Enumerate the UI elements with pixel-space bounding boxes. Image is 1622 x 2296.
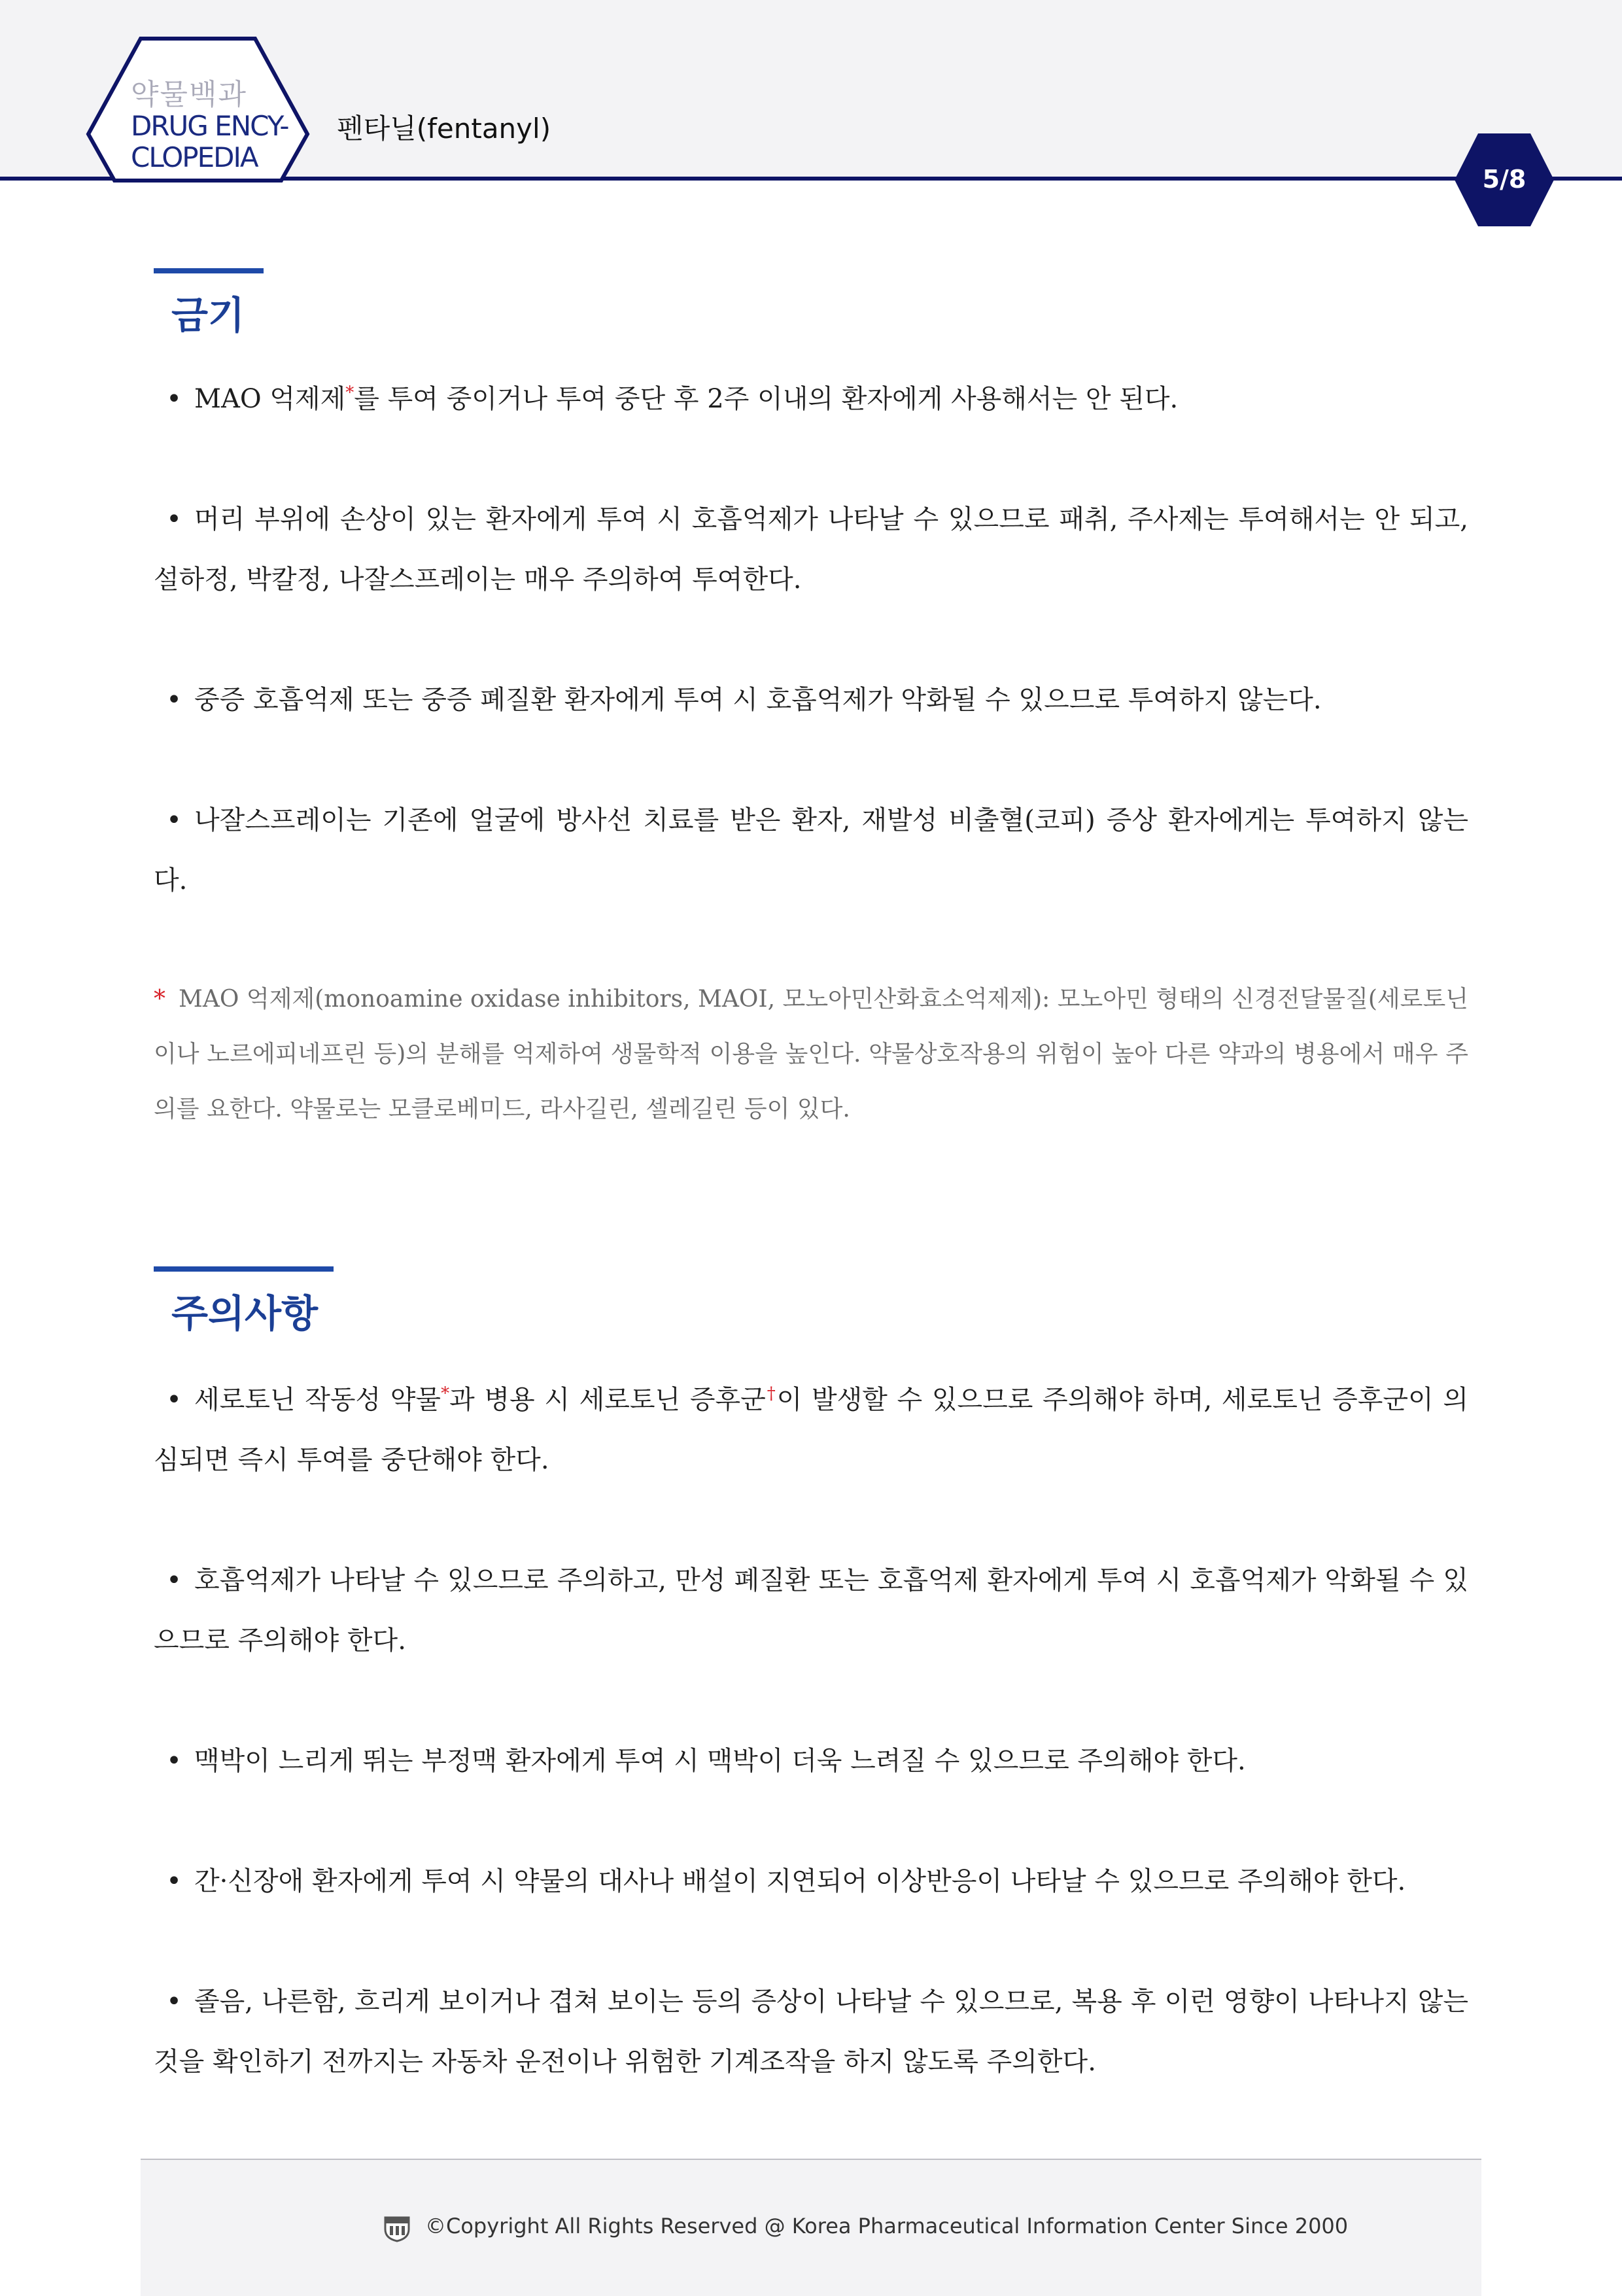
list-item-text: 를 투여 중이거나 투여 중단 후 2주 이내의 환자에게 사용해서는 안 된다.	[354, 384, 1179, 414]
list-item-text: 호흡억제가 나타날 수 있으므로 주의하고, 만성 폐질환 또는 호흡억제 환자에게 투여 시 호흡억제가 악화될 수 있으므로 주의해야 한다.	[154, 1565, 1468, 1656]
bullet-icon: •	[166, 1385, 182, 1415]
list-item-text: 나잘스프레이는 기존에 얼굴에 방사선 치료를 받은 환자, 재발성 비출혈(코피) 증상 환자에게는 투여하지 않는다.	[154, 805, 1468, 896]
section-accent-bar	[154, 1266, 334, 1272]
footnote	[154, 972, 1468, 1137]
list-item-text: 맥박이 느리게 뛰는 부정맥 환자에게 투여 시 맥박이 더욱 느려질 수 있으므로 주의해야 한다.	[194, 1746, 1246, 1776]
footnote-marker: †	[765, 1383, 777, 1404]
list-item	[154, 1972, 1468, 2092]
bullet-icon: •	[166, 1987, 182, 2017]
bullet-icon: •	[166, 1565, 182, 1595]
bullet-icon: •	[166, 805, 182, 835]
list-item	[154, 369, 1468, 429]
bullet-icon: •	[166, 685, 182, 715]
footnote-marker: *	[345, 383, 354, 403]
list-item-text: 이 발생할 수 있으므로 주의해야 하며, 세로토닌 증후군이 의심되면 즉시 투여를 중단해야 한다.	[154, 1385, 1468, 1475]
list-item-text: MAO 억제제	[194, 384, 346, 414]
section-title-precautions: 주의사항	[171, 1291, 319, 1336]
list-item	[154, 670, 1468, 730]
section-accent-bar	[154, 268, 264, 273]
list-item	[154, 1731, 1468, 1791]
logo-english-line2: CLOPEDIA	[131, 141, 258, 173]
footnote-marker: *	[154, 986, 165, 1013]
list-item-text: 간·신장애 환자에게 투여 시 약물의 대사나 배설이 지연되어 이상반응이 나타날 수 있으므로 주의해야 한다.	[194, 1866, 1406, 1896]
list-item	[154, 790, 1468, 911]
footnote-marker: *	[441, 1383, 450, 1404]
logo-korean-title: 약물백과	[131, 78, 248, 111]
section-title-contraindications: 금기	[171, 293, 245, 338]
list-item	[154, 1851, 1468, 1911]
list-item	[154, 489, 1468, 610]
list-item	[154, 1550, 1468, 1671]
footer-copyright: ©Copyright All Rights Reserved @ Korea Pharmaceutical Information Center Since 2000	[425, 2214, 1349, 2238]
bullet-icon: •	[166, 1866, 182, 1896]
document-title: 펜타닐(fentanyl)	[337, 113, 551, 145]
list-item-text: 중증 호흡억제 또는 중증 폐질환 환자에게 투여 시 호흡억제가 악화될 수 있으므로 투여하지 않는다.	[194, 685, 1322, 715]
list-item-text: 졸음, 나른함, 흐리게 보이거나 겹쳐 보이는 등의 증상이 나타날 수 있으므로, 복용 후 이런 영향이 나타나지 않는 것을 확인하기 전까지는 자동차 운전이나 위험한 기계조작을 하지 않도록 주의한다.	[154, 1987, 1468, 2077]
list-item-text: 과 병용 시 세로토닌 증후군	[449, 1385, 766, 1415]
list-item-text: 머리 부위에 손상이 있는 환자에게 투여 시 호흡억제가 나타날 수 있으므로 패취, 주사제는 투여해서는 안 되고, 설하정, 박칼정, 나잘스프레이는 매우 주의하여 투여한다.	[154, 504, 1468, 595]
kpic-shield-icon	[383, 2214, 411, 2242]
logo-english-line1: DRUG ENCY-	[131, 110, 288, 142]
page-indicator: 5/8	[1482, 165, 1527, 194]
footnote-text: MAO 억제제(monoamine oxidase inhibitors, MAOI, 모노아민산화효소억제제): 모노아민 형태의 신경전달물질(세로토닌이나 노르에피네프린 등)의 분해를 억제하여 생물학적 이용을 높인다. 약물상호작용의 위험이 높아 다른 약과의 병용에서 매우 주의를 요한다. 약물로는 모클로베미드, 라사길린, 셀레길린 등이 있다.	[154, 986, 1468, 1122]
list-item-text: 세로토닌 작동성 약물	[194, 1385, 441, 1415]
list-item	[154, 1370, 1468, 1490]
bullet-icon: •	[166, 1746, 182, 1776]
bullet-icon: •	[166, 384, 182, 414]
bullet-icon: •	[166, 504, 182, 534]
